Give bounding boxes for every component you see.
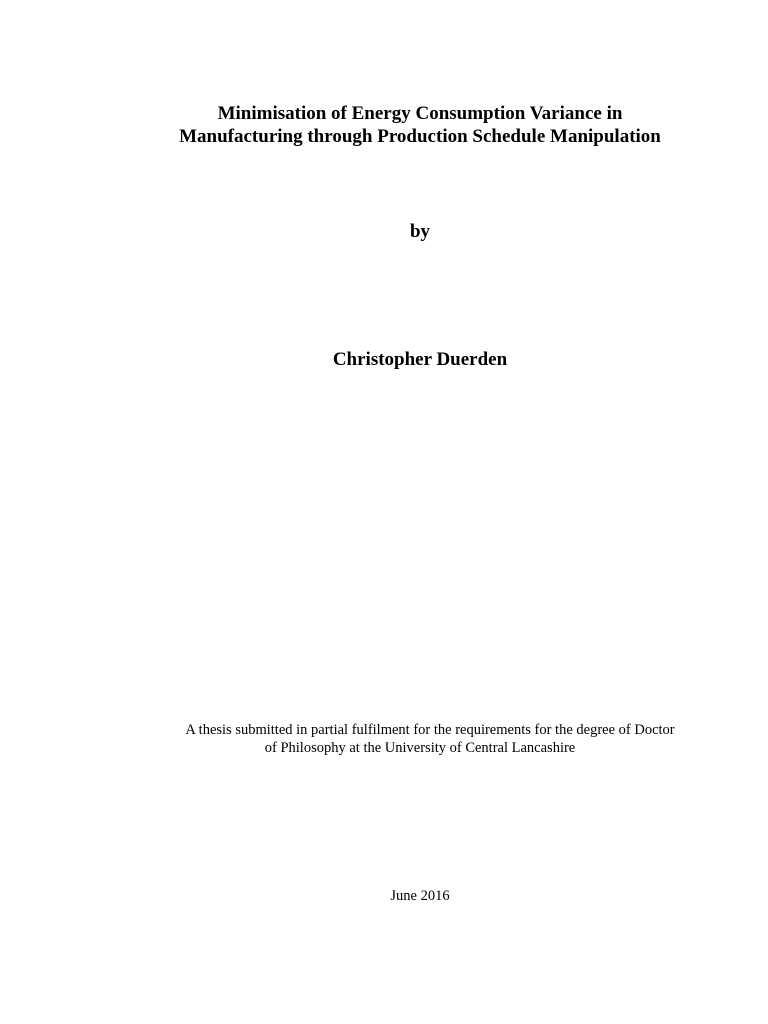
- thesis-title-line-2: Manufacturing through Production Schedule Manipulation: [179, 126, 661, 147]
- author-name: Christopher Duerden: [332, 349, 508, 370]
- submission-statement-line-1: A thesis submitted in partial fulfilment for the requirements for the degree of Doctor: [185, 722, 675, 738]
- thesis-title-line-1: Minimisation of Energy Consumption Variance in: [217, 103, 623, 124]
- submission-date: June 2016: [390, 888, 450, 904]
- submission-statement-line-2: of Philosophy at the University of Central Lancashire: [264, 740, 576, 756]
- by-label: by: [409, 221, 431, 242]
